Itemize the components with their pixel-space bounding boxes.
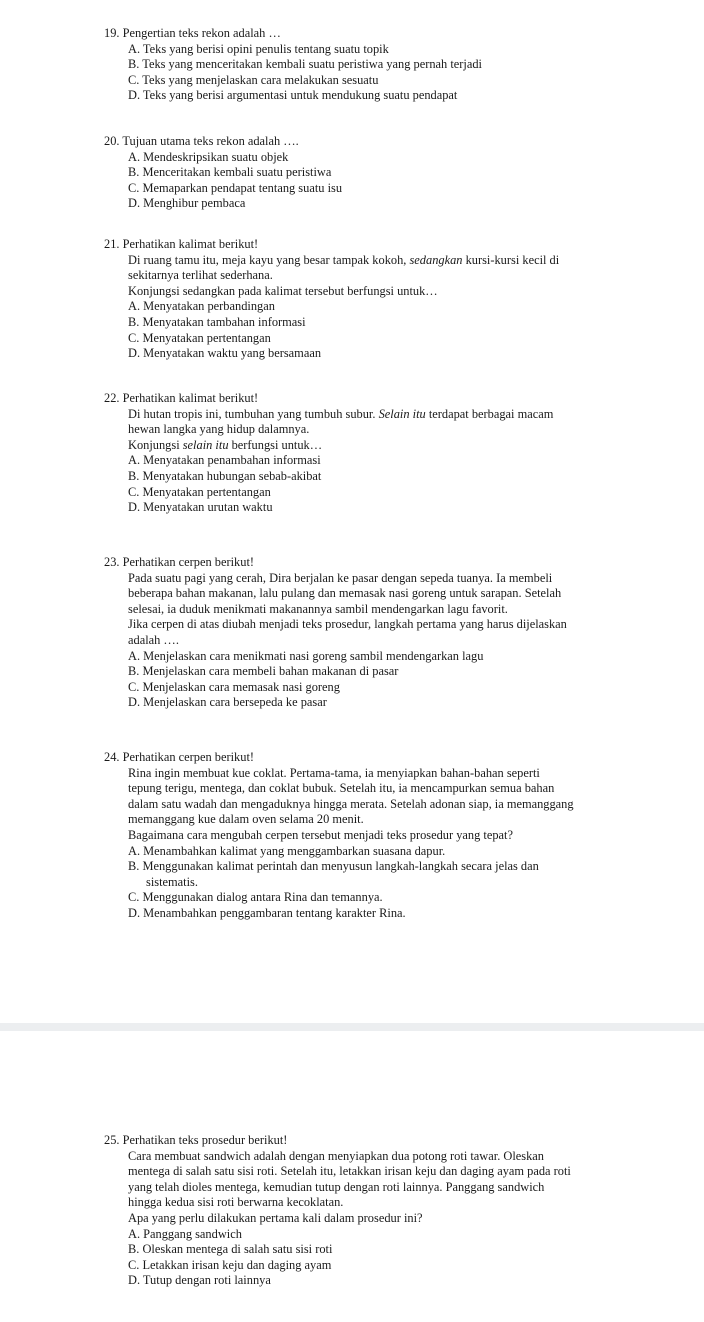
option-a: A. Panggang sandwich <box>128 1226 242 1241</box>
story-line: Rina ingin membuat kue coklat. Pertama-tama, ia menyiapkan bahan-bahan seperti <box>128 765 540 780</box>
option-b: B. Oleskan mentega di salah satu sisi roti <box>128 1242 333 1257</box>
question-prompt: Apa yang perlu dilakukan pertama kali dalam prosedur ini? <box>128 1210 423 1225</box>
option-c: C. Teks yang menjelaskan cara melakukan sesuatu <box>128 72 379 87</box>
option-d: D. Menyatakan waktu yang bersamaan <box>128 346 322 361</box>
option-c: C. Memaparkan pendapat tentang suatu isu <box>128 180 343 195</box>
quoted-sentence: Di hutan tropis ini, tumbuhan yang tumbuh subur. Selain itu terdapat berbagai macam <box>128 406 554 421</box>
question-prompt: Jika cerpen di atas diubah menjadi teks prosedur, langkah pertama yang harus dijelaskan <box>128 617 567 632</box>
option-a: A. Menjelaskan cara menikmati nasi goreng sambil mendengarkan lagu <box>128 648 484 663</box>
question-22 <box>104 391 664 516</box>
option-c: C. Menjelaskan cara memasak nasi goreng <box>128 679 340 694</box>
option-b: B. Menjelaskan cara membeli bahan makanan di pasar <box>128 664 399 679</box>
question-title: 20. Tujuan utama teks rekon adalah …. <box>104 134 299 148</box>
option-a: A. Mendeskripsikan suatu objek <box>128 149 289 164</box>
option-c: C. Menyatakan pertentangan <box>128 330 271 345</box>
option-c: C. Menggunakan dialog antara Rina dan temannya. <box>128 890 383 905</box>
question-prompt-cont: adalah …. <box>128 632 179 647</box>
procedure-line: Cara membuat sandwich adalah dengan menyiapkan dua potong roti tawar. Oleskan <box>128 1148 544 1163</box>
option-b: B. Menyatakan tambahan informasi <box>128 314 306 329</box>
question-24 <box>104 750 664 922</box>
question-23 <box>104 555 664 711</box>
option-b-cont: sistematis. <box>146 874 198 889</box>
question-21 <box>104 237 664 362</box>
question-title: 22. Perhatikan kalimat berikut! <box>104 391 259 405</box>
option-d: D. Tutup dengan roti lainnya <box>128 1273 271 1288</box>
story-line: dalam satu wadah dan mengaduknya hingga merata. Setelah adonan siap, ia memanggang <box>128 796 574 811</box>
option-a: A. Teks yang berisi opini penulis tentang suatu topik <box>128 41 389 56</box>
question-title: 21. Perhatikan kalimat berikut! <box>104 237 259 251</box>
question-19 <box>104 26 664 104</box>
procedure-line: mentega di salah satu sisi roti. Setelah itu, letakkan irisan keju dan daging ayam pada roti <box>128 1164 571 1179</box>
question-title: 24. Perhatikan cerpen berikut! <box>104 750 255 764</box>
question-title: 19. Pengertian teks rekon adalah … <box>104 26 281 40</box>
procedure-line: yang telah dioles mentega, kemudian tutup dengan roti lainnya. Panggang sandwich <box>128 1179 545 1194</box>
story-line: Pada suatu pagi yang cerah, Dira berjalan ke pasar dengan sepeda tuanya. Ia membeli <box>128 570 553 585</box>
option-a: A. Menyatakan penambahan informasi <box>128 453 321 468</box>
question-prompt: Konjungsi selain itu berfungsi untuk… <box>128 437 323 452</box>
option-d: D. Menghibur pembaca <box>128 196 246 211</box>
option-b: B. Teks yang menceritakan kembali suatu peristiwa yang pernah terjadi <box>128 57 482 72</box>
option-b: B. Menggunakan kalimat perintah dan menyusun langkah-langkah secara jelas dan <box>128 859 539 874</box>
option-d: D. Teks yang berisi argumentasi untuk mendukung suatu pendapat <box>128 88 458 103</box>
option-c: C. Letakkan irisan keju dan daging ayam <box>128 1257 332 1272</box>
question-title: 25. Perhatikan teks prosedur berikut! <box>104 1133 288 1147</box>
procedure-line: hingga kedua sisi roti berwarna kecoklatan. <box>128 1195 344 1210</box>
option-a: A. Menyatakan perbandingan <box>128 299 275 314</box>
option-d: D. Menjelaskan cara bersepeda ke pasar <box>128 695 327 710</box>
option-c: C. Menyatakan pertentangan <box>128 484 271 499</box>
option-b: B. Menceritakan kembali suatu peristiwa <box>128 165 332 180</box>
quoted-sentence: Di ruang tamu itu, meja kayu yang besar tampak kokoh, sedangkan kursi-kursi kecil di <box>128 252 560 267</box>
question-25 <box>104 1133 664 1289</box>
question-prompt: Konjungsi sedangkan pada kalimat tersebut berfungsi untuk… <box>128 283 438 298</box>
question-prompt: Bagaimana cara mengubah cerpen tersebut menjadi teks prosedur yang tepat? <box>128 827 513 842</box>
option-a: A. Menambahkan kalimat yang menggambarkan suasana dapur. <box>128 843 446 858</box>
story-line: memanggang kue dalam oven selama 20 menit. <box>128 812 364 827</box>
question-20 <box>104 134 664 212</box>
story-line: selesai, ia duduk menikmati makanannya sambil mendengarkan lagu favorit. <box>128 601 508 616</box>
page-divider <box>0 1023 704 1031</box>
option-b: B. Menyatakan hubungan sebab-akibat <box>128 468 322 483</box>
option-d: D. Menambahkan penggambaran tentang karakter Rina. <box>128 905 406 920</box>
story-line: beberapa bahan makanan, lalu pulang dan memasak nasi goreng untuk sarapan. Setelah <box>128 586 562 601</box>
quoted-sentence-cont: hewan langka yang hidup dalamnya. <box>128 422 310 437</box>
question-title: 23. Perhatikan cerpen berikut! <box>104 555 255 569</box>
quoted-sentence-cont: sekitarnya terlihat sederhana. <box>128 268 273 283</box>
option-d: D. Menyatakan urutan waktu <box>128 500 273 515</box>
story-line: tepung terigu, mentega, dan coklat bubuk. Setelah itu, ia mencampurkan semua bahan <box>128 781 555 796</box>
